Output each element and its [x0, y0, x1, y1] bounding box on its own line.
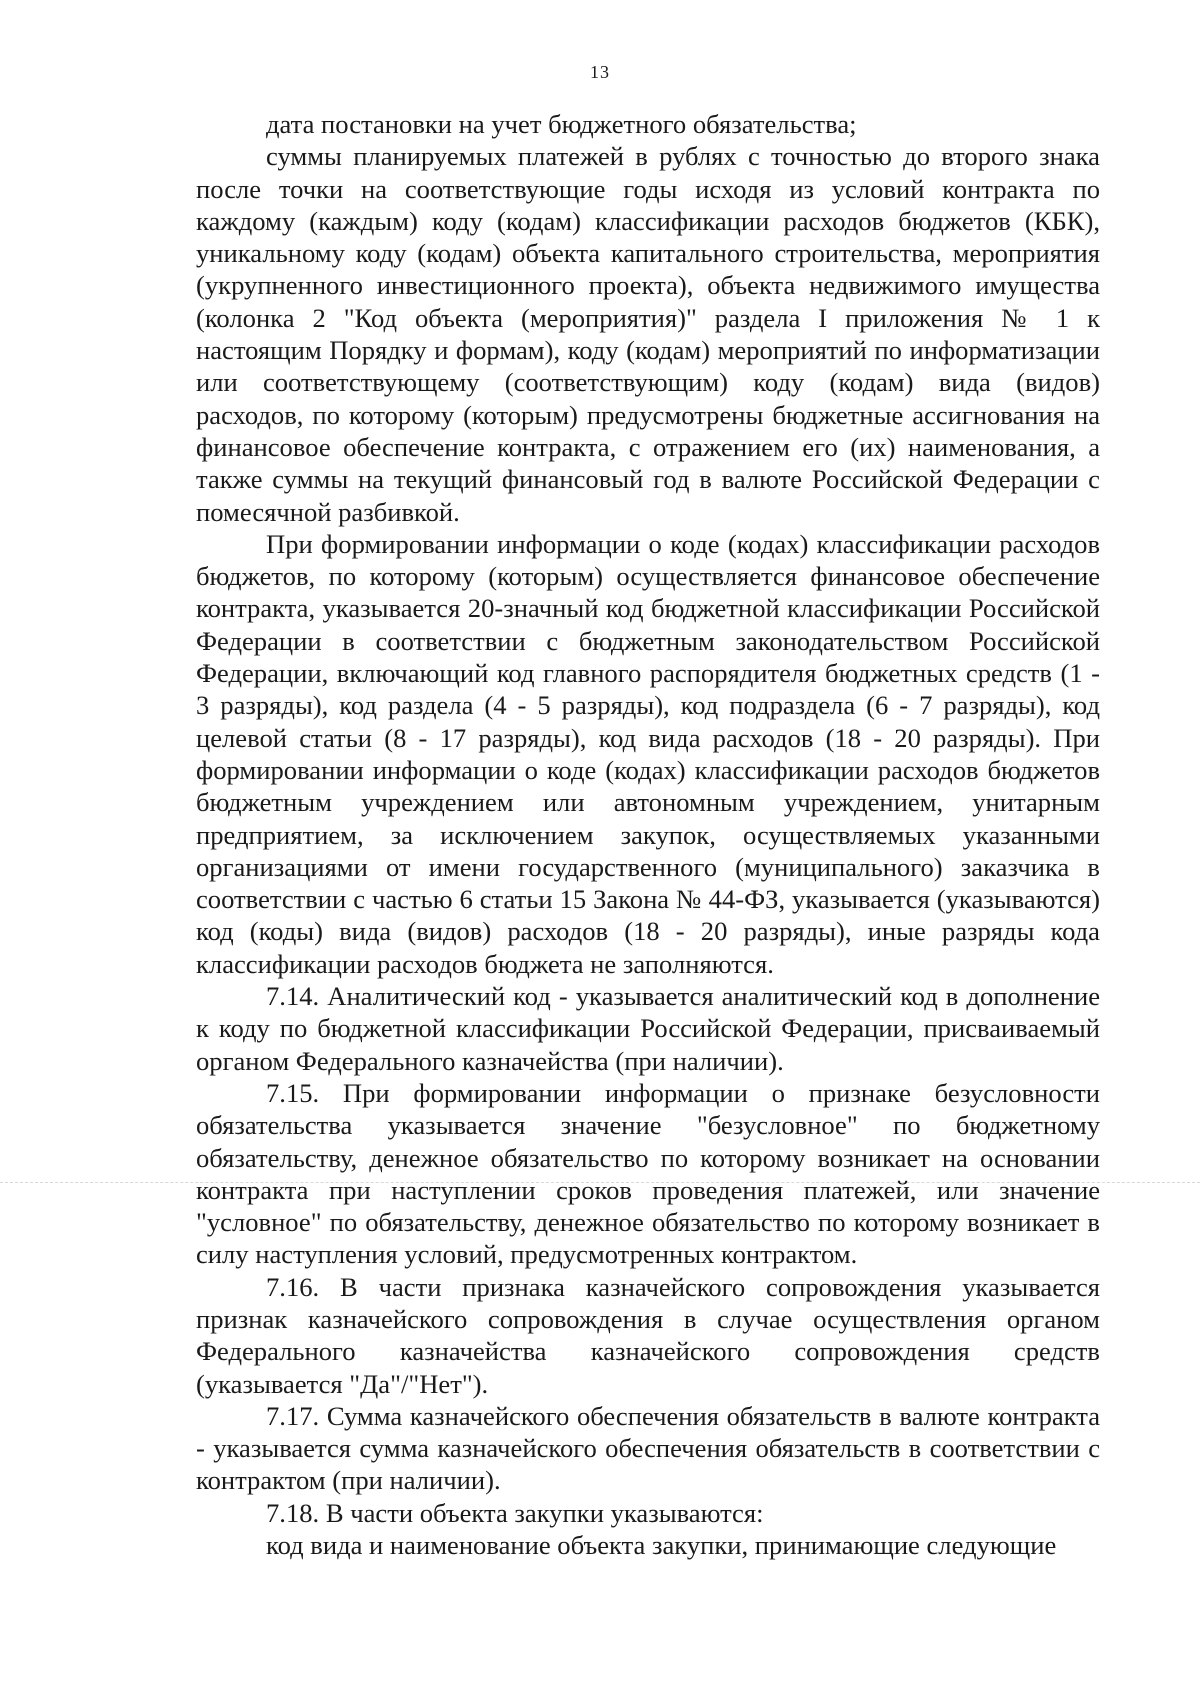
page-number: 13	[590, 62, 610, 82]
page-body	[196, 108, 1100, 1561]
paragraph-7-17: 7.17. Сумма казначейского обеспечения обязательств в валюте контракта - указывается сумма казначейского обеспечения обязательств в соответствии с контрактом (при наличии).	[196, 1400, 1100, 1496]
paragraph-registration-date: дата постановки на учет бюджетного обязательства;	[266, 109, 857, 139]
paragraph-7-18: 7.18. В части объекта закупки указываются:	[266, 1497, 764, 1528]
paragraph-planned-payments: суммы планируемых платежей в рублях с точностью до второго знака после точки на соответствующие годы исходя из условий контракта по каждому (каждым) коду (кодам) классификации расходов бюджетов (КБК), уникальному коду (кодам) объекта капитального строительства, мероприятия (укрупненного инвестиционного проекта), объекта недвижимого имущества (колонка 2 "Код объекта (мероприятия)" раздела I приложения № 1 к настоящим Порядку и формам), коду (кодам) мероприятий по информатизации или соответствующему (соответствующим) коду (кодам) вида (видов) расходов, по которому (которым) предусмотрены бюджетные ассигнования на финансовое обеспечение контракта, с отражением его (их) наименования, а также суммы на текущий финансовый год в валюте Российской Федерации с помесячной разбивкой.	[196, 141, 1100, 527]
paragraph-7-15: 7.15. При формировании информации о признаке безусловности обязательства указывается значение "безусловное" по бюджетному обязательству, денежное обязательство по которому возникает на основании контракта при наступлении сроков проведения платежей, или значение "условное" по обязательству, денежное обязательство по которому возникает в силу наступления условий, предусмотренных контрактом.	[196, 1077, 1100, 1270]
paragraph-7-14: 7.14. Аналитический код - указывается аналитический код в дополнение к коду по бюджетной классификации Российской Федерации, присваиваемый органом Федерального казначейства (при наличии).	[196, 981, 1100, 1076]
paragraph-7-16: 7.16. В части признака казначейского сопровождения указывается признак казначейского сопровождения в случае осуществления органом Федерального казначейства казначейского сопровождения средств (указывается "Да"/"Нет").	[196, 1271, 1100, 1399]
paragraph-procurement-object-code: код вида и наименование объекта закупки, принимающие следующие	[266, 1530, 1057, 1561]
paragraph-budget-classification: При формировании информации о коде (кодах) классификации расходов бюджетов, по которому (которым) осуществляется финансовое обеспечение контракта, указывается 20-значный код бюджетной классификации Российской Федерации в соответствии с бюджетным законодательством Российской Федерации, включающий код главного распорядителя бюджетных средств (1 - 3 разряды), код раздела (4 - 5 разряды), код подраздела (6 - 7 разряды), код целевой статьи (8 - 17 разряды), код вида расходов (18 - 20 разряды). При формировании информации о коде (кодах) классификации расходов бюджетов бюджетным учреждением или автономным учреждением, унитарным предприятием, за исключением закупок, осуществляемых указанными организациями от имени государственного (муниципального) заказчика в соответствии с частью 6 статьи 15 Закона № 44-ФЗ, указывается (указываются) код (коды) вида (видов) расходов (18 - 20 разряды), иные разряды кода классификации расходов бюджета не заполняются.	[196, 528, 1100, 979]
